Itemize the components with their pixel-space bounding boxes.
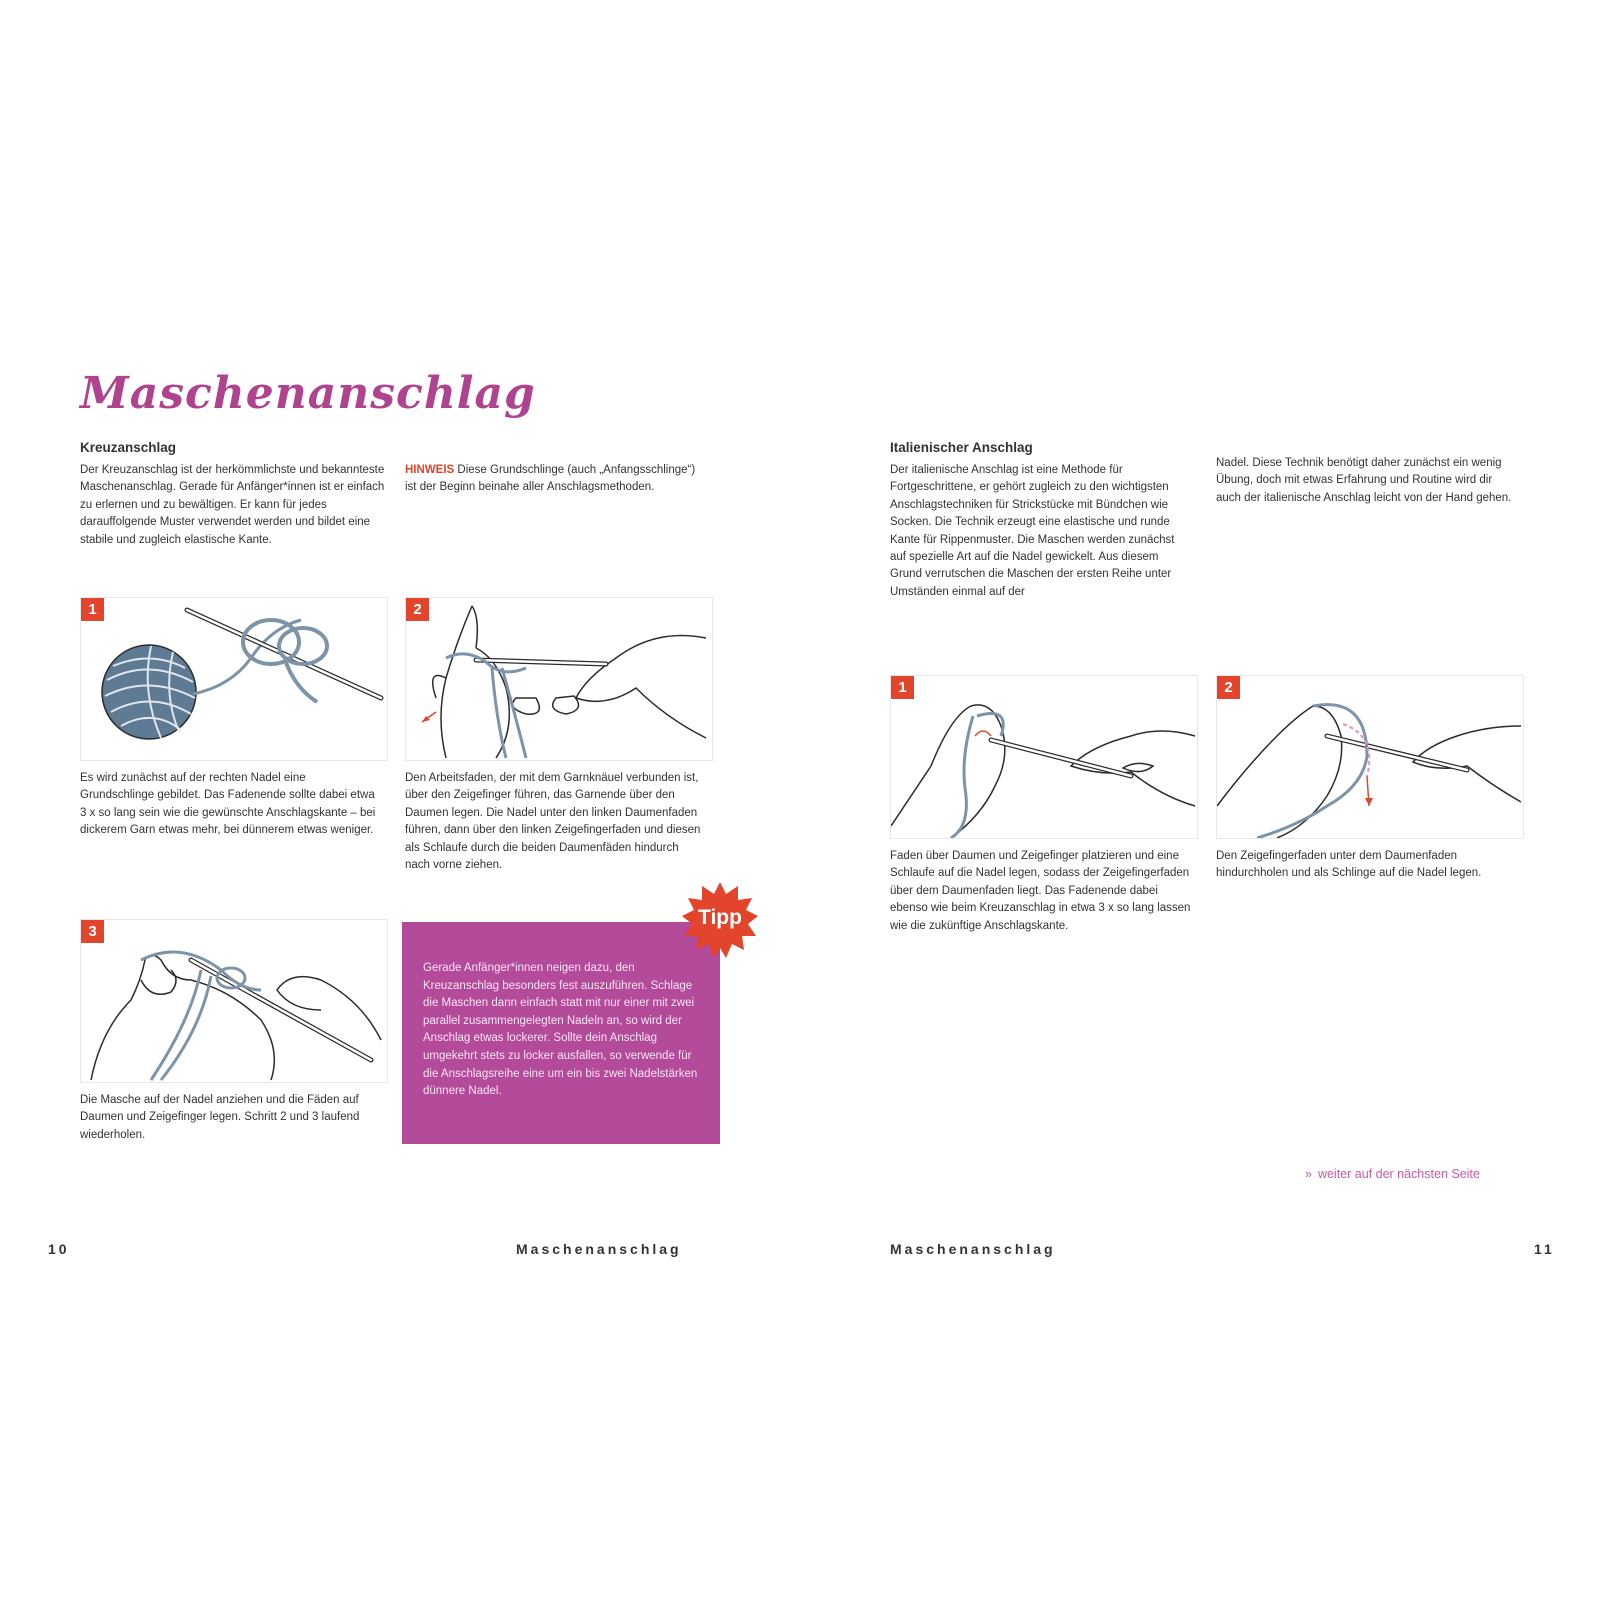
tip-box	[402, 922, 720, 1144]
intro-kreuzanschlag: Der Kreuzanschlag ist der herkömmlichste und bekannteste Maschenanschlag. Gerade für Anfänger*innen ist er einfach zu erlernen und zu bewältigen. Er kann für jedes darauffolgende Muster verwendet werden und bildet eine stabile und zugleich elastische Kante.	[80, 464, 385, 546]
double-arrow-icon: »	[1305, 1167, 1312, 1181]
section-heading-italienisch: Italienischer Anschlag	[890, 440, 1033, 455]
step-badge: 3	[81, 920, 104, 943]
continue-text: weiter auf der nächsten Seite	[1317, 1167, 1480, 1181]
section-heading-kreuzanschlag: Kreuzanschlag	[80, 440, 177, 455]
footer-title-right: Maschenanschlag	[890, 1241, 1056, 1257]
hands-illustration-icon	[406, 598, 712, 760]
tip-label: Tipp	[698, 906, 742, 929]
right-step-2-illustration	[1216, 675, 1524, 839]
step-1-illustration	[80, 597, 388, 761]
hint-note	[405, 462, 703, 497]
step-1-caption: Es wird zunächst auf der rechten Nadel eine Grundschlinge gebildet. Das Fadenende sollte dabei etwa 3 x so lang sein wie die gewünschte Anschlagskante – bei dickerem Garn etwas mehr, bei dünnerem etwas weniger.	[80, 772, 376, 837]
intro-italienisch-col2: Nadel. Diese Technik benötigt daher zunächst ein wenig Übung, doch mit etwas Erfahrung und Routine wird dir auch der italienische Anschlag leicht von der Hand gehen.	[1216, 457, 1512, 504]
continue-next-page-link[interactable]	[1305, 1167, 1480, 1181]
step-badge: 1	[81, 598, 104, 621]
page-title: Maschenanschlag	[80, 368, 536, 419]
step-3-illustration	[80, 919, 388, 1083]
right-step-1-caption: Faden über Daumen und Zeigefinger platzieren und eine Schlaufe auf die Nadel legen, sodass der Zeigefingerfaden über dem Daumenfaden liegt. Das Fadenende dabei ebenso wie beim Kreuzanschlag in etwa 3 x so lang lassen wie die zukünftige Anschlagskante.	[890, 850, 1191, 932]
hint-label: HINWEIS	[405, 464, 455, 476]
footer-title-left: Maschenanschlag	[516, 1241, 682, 1257]
step-2-illustration	[405, 597, 713, 761]
step-badge: 2	[1217, 676, 1240, 699]
tip-text: Gerade Anfänger*innen neigen dazu, den Kreuzanschlag besonders fest auszuführen. Schlage die Maschen dann einfach statt mit nur einer mit zwei parallel zusammengelegten Nadeln an, so wird der Anschlag etwas lockerer. Sollte dein Anschlag umgekehrt stets zu locker ausfallen, so verwende für die Anschlagsreihe eine um ein bis zwei Nadelstärken dünnere Nadel.	[423, 962, 698, 1098]
step-3-caption: Die Masche auf der Nadel anziehen und die Fäden auf Daumen und Zeigefinger legen. Schritt 2 und 3 laufend wiederholen.	[80, 1094, 360, 1141]
yarn-ball-icon	[81, 598, 387, 760]
right-step-1-illustration	[890, 675, 1198, 839]
intro-italienisch-col1: Der italienische Anschlag ist eine Methode für Fortgeschrittene, er gehört zugleich zu den wichtigsten Anschlagstechniken für Strickstücke mit Bündchen wie Socken. Die Technik erzeugt eine elastische und runde Kante für Rippenmuster. Die Maschen werden zunächst auf spezielle Art auf die Nadel gewickelt. Aus diesem Grund verrutschen die Maschen der ersten Reihe unter Umständen einmal auf der	[890, 464, 1175, 598]
right-step-2-caption: Den Zeigefingerfaden unter dem Daumenfaden hindurchholen und als Schlinge auf die Nadel legen.	[1216, 850, 1482, 880]
hands-illustration-icon	[891, 676, 1197, 838]
step-badge: 1	[891, 676, 914, 699]
hint-text: Diese Grundschlinge (auch „Anfangsschlinge“) ist der Beginn beinahe aller Anschlagsmethoden.	[405, 464, 696, 494]
hands-illustration-icon	[1217, 676, 1523, 838]
page-number-left: 10	[48, 1241, 70, 1257]
step-2-caption: Den Arbeitsfaden, der mit dem Garnknäuel verbunden ist, über den Zeigefinger führen, das Garnende über den Daumen legen. Die Nadel unter den linken Daumenfaden führen, dann über den linken Zeigefingerfaden und diesen als Schlaufe durch die beiden Daumenfäden hindurch nach vorne ziehen.	[405, 772, 701, 872]
step-badge: 2	[406, 598, 429, 621]
page-number-right: 11	[1534, 1241, 1555, 1257]
hands-illustration-icon	[81, 920, 387, 1082]
